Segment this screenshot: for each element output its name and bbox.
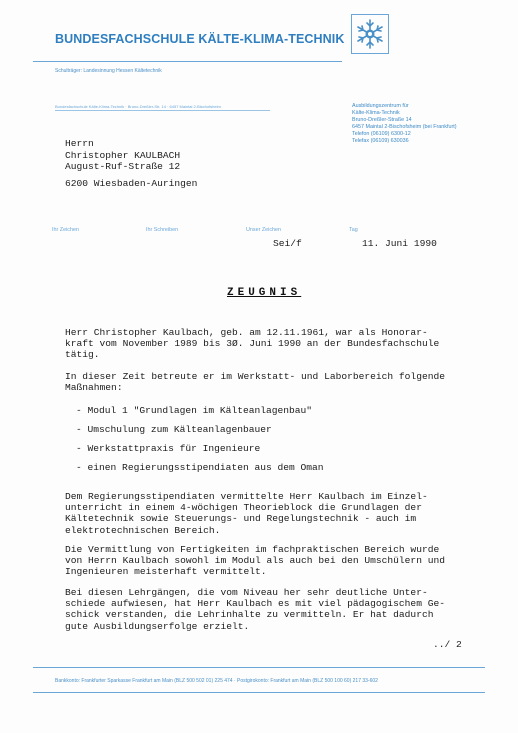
- ref-label-your-letter: Ihr Schreiben: [146, 227, 179, 233]
- text-line: tätig.: [65, 349, 100, 361]
- paragraph-intro: [65, 327, 467, 361]
- contact-line: Bruno-Dreßler-Straße 14: [352, 117, 412, 123]
- text-line: elektrotechnischen Bereich.: [65, 524, 221, 536]
- bank-details: Bankkonto: Frankfurter Sparkasse Frankfurt am Main (BLZ 500 502 01) 225 474 · Postgirokonto: Frankfurt am Main (BLZ 500 100 60) 217 33-602: [55, 678, 378, 684]
- footer-rule-bottom: [33, 692, 485, 693]
- list-item: - einen Regierungsstipendiaten aus dem Oman: [76, 462, 324, 473]
- our-reference: Sei/f: [273, 238, 302, 249]
- text-line: Ingenieuren meisterhaft vermittelt.: [65, 566, 267, 578]
- paragraph-stipendiary: [65, 491, 467, 536]
- text-line: gute Ausbildungserfolge erzielt.: [65, 620, 250, 632]
- text-line: Maßnahmen:: [65, 382, 123, 394]
- recipient-salutation: Herrn: [65, 138, 94, 149]
- text-line: Kältetechnik sowie Steuerungs- und Regelungstechnik - auch im: [65, 513, 417, 525]
- paragraph-assessment: [65, 587, 467, 632]
- list-item: - Werkstattpraxis für Ingenieure: [76, 443, 261, 454]
- snowflake-logo-icon: [351, 14, 389, 54]
- document-heading: ZEUGNIS: [227, 287, 302, 299]
- page-continuation-marker: ../ 2: [433, 639, 462, 650]
- contact-line: 6457 Maintal 2-Bischofsheim (bei Frankfurt): [352, 124, 457, 130]
- sender-rule: [55, 110, 270, 111]
- ref-label-our-ref: Unser Zeichen: [246, 227, 282, 233]
- text-line: kraft vom November 1989 bis 3Ø. Juni 1990 an der Bundesfachschule: [65, 338, 440, 350]
- footer-rule-top: [33, 667, 485, 668]
- text-line: Bei diesen Lehrgängen, die vom Niveau her sehr deutliche Unter-: [65, 587, 428, 598]
- contact-line: Telefax (06109) 630036: [352, 138, 409, 144]
- contact-line: Telefon (06109) 6300-12: [352, 131, 411, 137]
- sender-return-address: Bundesfachschule Kälte-Klima-Technik · Bruno-Dreßler-Str. 14 · 6457 Maintal 2-Bischofsheim: [55, 104, 221, 109]
- list-item: - Modul 1 "Grundlagen im Kälteanlagenbau": [76, 405, 313, 416]
- ref-label-date: Tag: [349, 227, 358, 233]
- text-line: schick verstanden, die Lehrinhalte zu vermitteln. Er hat dadurch: [65, 609, 434, 621]
- institution-name: BUNDESFACHSCHULE KÄLTE-KLIMA-TECHNIK: [55, 32, 345, 46]
- recipient-city: 6200 Wiesbaden-Auringen: [65, 178, 198, 189]
- text-line: Herr Christopher Kaulbach, geb. am 12.11.1961, war als Honorar-: [65, 327, 428, 338]
- text-line: von Herrn Kaulbach sowohl im Modul als auch bei den Umschülern und: [65, 555, 445, 567]
- paragraph-practical-skills: [65, 544, 467, 578]
- contact-line: Kälte-Klima-Technik: [352, 110, 400, 116]
- recipient-name: Christopher KAULBACH: [65, 149, 181, 161]
- text-line: schiede aufwiesen, hat Herr Kaulbach es mit viel pädagogischem Ge-: [65, 598, 445, 610]
- text-line: Dem Regierungsstipendiaten vermittelte Herr Kaulbach im Einzel-: [65, 491, 428, 502]
- text-line: unterricht in einem 4-wöchigen Theorieblock die Grundlagen der: [65, 502, 422, 514]
- ref-label-your-ref: Ihr Zeichen: [52, 227, 79, 233]
- text-line: Die Vermittlung von Fertigkeiten im fachpraktischen Bereich wurde: [65, 544, 440, 555]
- contact-block: [352, 103, 457, 145]
- paragraph-measures-intro: [65, 371, 467, 393]
- recipient-address: [65, 138, 180, 173]
- contact-line: Ausbildungszentrum für: [352, 103, 409, 109]
- recipient-street: August-Ruf-Straße 12: [65, 161, 181, 172]
- school-sponsor: Schulträger: Landesinnung Hessen Kältetechnik: [55, 68, 162, 74]
- letterhead-rule: [33, 61, 342, 62]
- letter-date: 11. Juni 1990: [362, 238, 437, 249]
- text-line: In dieser Zeit betreute er im Werkstatt- und Laborbereich folgende: [65, 371, 445, 382]
- list-item: - Umschulung zum Kälteanlagenbauer: [76, 424, 272, 435]
